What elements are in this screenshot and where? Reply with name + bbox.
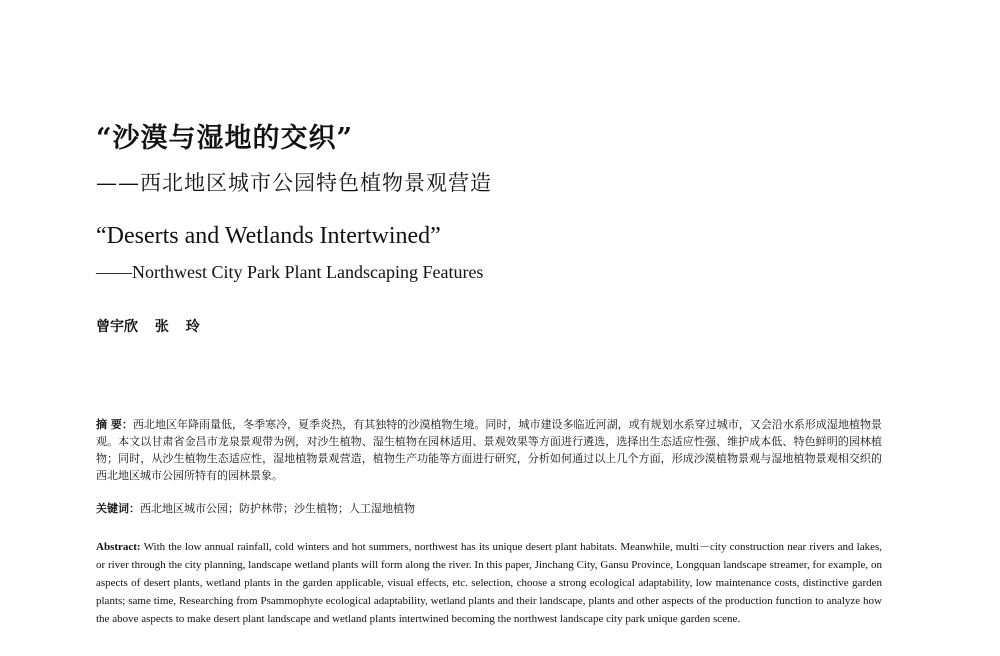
abstract-chinese-label: 摘 要： xyxy=(96,418,133,431)
authors: 曾宇欣 张 玲 xyxy=(96,319,200,335)
title-english: “Deserts and Wetlands Intertwined” xyxy=(96,223,441,249)
keywords-chinese-text: 西北地区城市公园；防护林带；沙生植物；人工湿地植物 xyxy=(140,502,415,515)
keywords-chinese xyxy=(96,500,882,517)
abstract-chinese xyxy=(96,416,882,484)
abstract-english xyxy=(96,538,882,628)
title-chinese: “沙漠与湿地的交织” xyxy=(96,123,354,154)
abstract-chinese-text: 西北地区年降雨量低，冬季寒冷，夏季炎热，有其独特的沙漠植物生境。同时，城市建设多临近河湖，或有规划水系穿过城市，又会沿水系形成湿地植物景观。本文以甘肃省金昌市龙泉景观带为例，对沙生植物、湿生植物在园林适用、景观效果等方面进行遴选，选择出生态适应性强、维护成本低、特色鲜明的园林植物；同时，从沙生植物生态适应性，湿地植物景观营造，植物生产功能等方面进行研究，分析如何通过以上几个方面，形成沙漠植物景观与湿地植物景观相交织的西北地区城市公园所特有的园林景象。 xyxy=(96,418,882,482)
subtitle-english: ——Northwest City Park Plant Landscaping Features xyxy=(96,262,484,282)
abstract-english-label: Abstract: xyxy=(96,541,141,553)
subtitle-chinese: ——西北地区城市公园特色植物景观营造 xyxy=(96,171,492,195)
keywords-chinese-label: 关键词： xyxy=(96,502,140,515)
abstract-english-text: With the low annual rainfall, cold winters and hot summers, northwest has its unique desert plant habitats. Meanwhile, multi－city construction near rivers and lakes, or river through the city planning, landscape wetland plants will form along the river. In this paper, Jinchang City, Gansu Province, Longquan landscape streamer, for example, on aspects of desert plants, wetland plants in the garden applicable, visual effects, etc. selection, choose a strong ecological adaptability, low maintenance costs, distinctive garden plants; same time, Researching from Psammophyte ecological adaptability, wetland plants and their landscape, plants and other aspects of the production function to analyze how the above aspects to make desert plant landscape and wetland plants intertwined becoming the northwest landscape city park unique garden scene. xyxy=(96,541,882,625)
